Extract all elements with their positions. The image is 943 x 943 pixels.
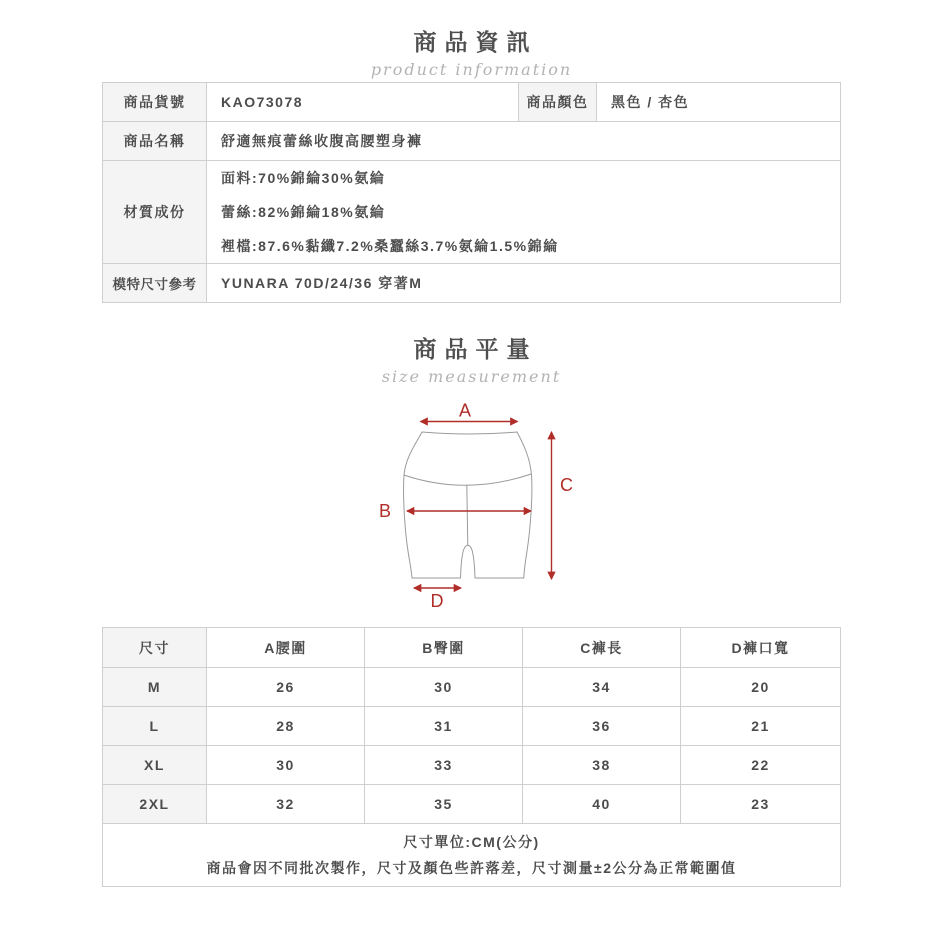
size-row-2xl bbox=[103, 785, 841, 824]
cell-value: 40 bbox=[523, 785, 681, 824]
tolerance-disclaimer: 商品會因不同批次製作，尺寸及顏色些許落差，尺寸測量±2公分為正常範圍值 bbox=[206, 860, 737, 876]
cell-value: 20 bbox=[681, 668, 841, 707]
product-info-table bbox=[102, 82, 841, 303]
center-seam-line bbox=[466, 485, 467, 545]
product-color-value: 黑色 / 杏色 bbox=[597, 83, 841, 122]
shorts-outline-icon bbox=[403, 432, 531, 578]
size-chart-table bbox=[102, 627, 841, 887]
model-size-label: 模特尺寸參考 bbox=[103, 264, 207, 303]
label-a: A bbox=[458, 400, 471, 421]
cell-value: 30 bbox=[365, 668, 523, 707]
cell-value: 34 bbox=[523, 668, 681, 707]
materials-value bbox=[207, 161, 841, 264]
table-row-model-size bbox=[103, 264, 841, 303]
col-header-a-waist: A腰圍 bbox=[207, 628, 365, 668]
product-info-subtitle-script: product information bbox=[370, 60, 573, 79]
cell-value: 21 bbox=[681, 707, 841, 746]
col-header-b-hip: B臀圍 bbox=[365, 628, 523, 668]
cell-value: 38 bbox=[523, 746, 681, 785]
waistband-seam-line bbox=[403, 474, 531, 485]
product-info-header bbox=[0, 0, 943, 82]
product-code-value: KAO73078 bbox=[207, 83, 519, 122]
materials-line-lace: 蕾絲:82%錦綸18%氨綸 bbox=[221, 204, 386, 220]
shorts-diagram-icon bbox=[361, 397, 601, 627]
product-info-title: 商品資訊 bbox=[413, 29, 538, 55]
cell-value: 30 bbox=[207, 746, 365, 785]
size-row-xl bbox=[103, 746, 841, 785]
col-header-c-length: C褲長 bbox=[523, 628, 681, 668]
size-notes bbox=[103, 824, 841, 887]
product-color-label: 商品顏色 bbox=[519, 83, 597, 122]
size-row-l bbox=[103, 707, 841, 746]
cell-value: 22 bbox=[681, 746, 841, 785]
size-name: 2XL bbox=[103, 785, 207, 824]
size-name: XL bbox=[103, 746, 207, 785]
table-row-code-color bbox=[103, 83, 841, 122]
size-table-footer-row bbox=[103, 824, 841, 887]
materials-line-fabric: 面料:70%錦綸30%氨綸 bbox=[221, 170, 386, 186]
cell-value: 26 bbox=[207, 668, 365, 707]
materials-line-lining: 裡檔:87.6%黏纖7.2%桑蠶絲3.7%氨綸1.5%錦綸 bbox=[221, 238, 559, 254]
measurement-arrows bbox=[407, 422, 552, 589]
size-measurement-header bbox=[0, 333, 943, 389]
cell-value: 35 bbox=[365, 785, 523, 824]
label-d: D bbox=[430, 591, 443, 611]
cell-value: 32 bbox=[207, 785, 365, 824]
model-size-value: YUNARA 70D/24/36 穿著M bbox=[207, 264, 841, 303]
cell-value: 36 bbox=[523, 707, 681, 746]
product-name-label: 商品名稱 bbox=[103, 122, 207, 161]
product-code-label: 商品貨號 bbox=[103, 83, 207, 122]
size-measurement-subtitle-script: size measurement bbox=[381, 367, 562, 386]
table-row-name bbox=[103, 122, 841, 161]
label-c: C bbox=[559, 475, 573, 495]
product-name-value: 舒適無痕蕾絲收腹高腰塑身褲 bbox=[207, 122, 841, 161]
materials-label: 材質成份 bbox=[103, 161, 207, 264]
shorts-measurement-diagram bbox=[361, 397, 601, 627]
measurement-labels bbox=[378, 401, 572, 612]
cell-value: 33 bbox=[365, 746, 523, 785]
size-name: M bbox=[103, 668, 207, 707]
col-header-size: 尺寸 bbox=[103, 628, 207, 668]
unit-note: 尺寸單位:CM(公分) bbox=[403, 834, 540, 850]
size-name: L bbox=[103, 707, 207, 746]
cell-value: 23 bbox=[681, 785, 841, 824]
size-table-header-row bbox=[103, 628, 841, 668]
label-b: B bbox=[378, 501, 391, 521]
size-measurement-title: 商品平量 bbox=[413, 336, 538, 362]
col-header-d-leg-opening: D褲口寬 bbox=[681, 628, 841, 668]
size-row-m bbox=[103, 668, 841, 707]
cell-value: 31 bbox=[365, 707, 523, 746]
table-row-materials bbox=[103, 161, 841, 264]
cell-value: 28 bbox=[207, 707, 365, 746]
